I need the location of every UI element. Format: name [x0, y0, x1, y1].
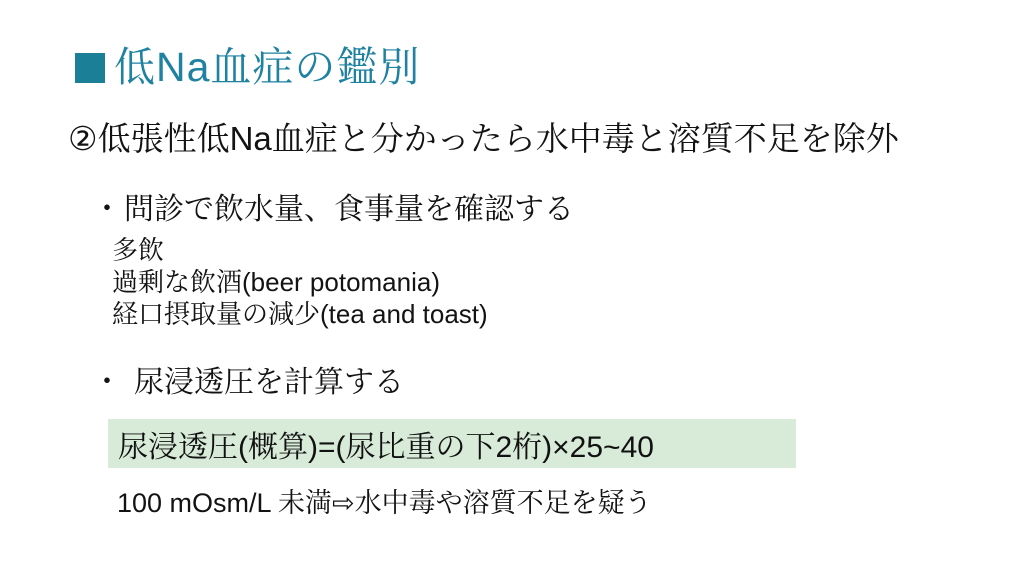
- list-item-beer-potomania: 過剰な飲酒(beer potomania): [112, 267, 440, 297]
- bullet-line-interview: [92, 193, 574, 228]
- threshold-note: 100 mOsm/L 未満⇨水中毒や溶質不足を疑う: [117, 488, 652, 518]
- bullet-heading-interview: 問診で飲水量、食事量を確認する: [124, 193, 574, 226]
- interview-item-list: [112, 234, 488, 330]
- slide-title-row: [75, 45, 420, 90]
- subtitle: ②低張性低Na血症と分かったら水中毒と溶質不足を除外: [68, 120, 899, 157]
- list-item-polydipsia: 多飲: [112, 235, 165, 265]
- title-square-icon: [75, 53, 105, 83]
- bullet-heading-urine-osmolality: 尿浸透圧を計算する: [134, 366, 404, 399]
- bullet-line-urine-osmolality: [92, 366, 404, 401]
- list-item-tea-and-toast: 経口摂取量の減少(tea and toast): [112, 299, 488, 329]
- formula-highlight-box: [108, 419, 796, 468]
- bullet-dot-icon: ・: [92, 366, 122, 399]
- page-title: 低Na血症の鑑別: [114, 44, 421, 90]
- formula-text: 尿浸透圧(概算)=(尿比重の下2桁)×25~40: [118, 430, 654, 464]
- bullet-dot-icon: ・: [92, 193, 122, 226]
